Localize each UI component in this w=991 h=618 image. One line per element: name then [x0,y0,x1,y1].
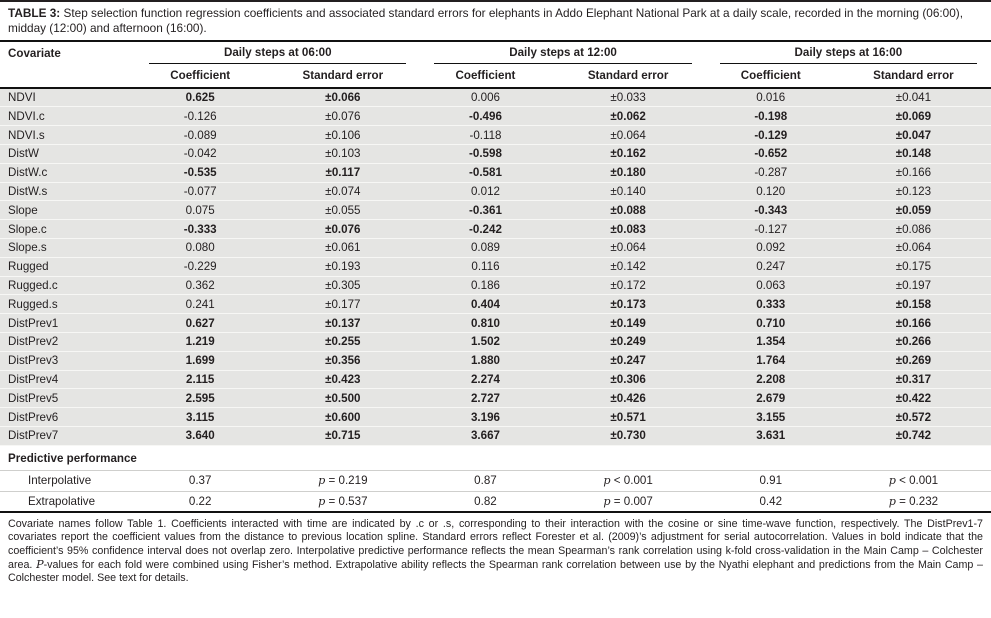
coefficient-cell: 3.667 [420,427,550,446]
coefficient-cell: -0.042 [135,145,265,164]
performance-value-cell: 0.42 [706,491,836,512]
coefficient-cell: 1.502 [420,333,550,352]
standard-error-cell: ±0.076 [265,220,420,239]
covariate-label: DistPrev4 [0,370,135,389]
performance-section [0,445,991,470]
covariate-label: DistPrev2 [0,333,135,352]
coefficient-cell: -0.581 [420,163,550,182]
standard-error-cell: ±0.083 [551,220,706,239]
coefficient-cell: -0.198 [706,107,836,126]
table-row [0,201,991,220]
standard-error-cell: ±0.193 [265,257,420,276]
coefficient-cell: -0.089 [135,126,265,145]
standard-error-cell: ±0.173 [551,295,706,314]
standard-error-cell: ±0.426 [551,389,706,408]
table-row [0,295,991,314]
p-value-cell: p = 0.232 [836,491,991,512]
coefficient-cell: 0.333 [706,295,836,314]
subheader-row [0,64,991,88]
performance-value-cell: 0.87 [420,470,550,491]
table-row [0,389,991,408]
coefficient-cell: 3.640 [135,427,265,446]
footnote-text-segment: -values for each fold were combined using Fisher’s method. Extrapolative ability reflects the Spearman rank correlation between use by the Nyathi elephant and predictions from the Main Camp – Colchester model. See text for details. [8,558,983,584]
coefficient-cell: 0.075 [135,201,265,220]
coefficient-cell: -0.598 [420,145,550,164]
standard-error-cell: ±0.177 [265,295,420,314]
standard-error-cell: ±0.041 [836,88,991,107]
standard-error-cell: ±0.423 [265,370,420,389]
regression-table [0,42,991,513]
standard-error-cell: ±0.166 [836,314,991,333]
section-header-label: Predictive performance [0,445,991,470]
standard-error-cell: ±0.600 [265,408,420,427]
coefficient-cell: 0.116 [420,257,550,276]
covariate-label: DistPrev6 [0,408,135,427]
coefficient-cell: 0.404 [420,295,550,314]
group-header-row [0,42,991,64]
table-row [0,370,991,389]
p-value-symbol: p [603,495,611,509]
coefficient-cell: 2.679 [706,389,836,408]
performance-row [0,470,991,491]
standard-error-cell: ±0.062 [551,107,706,126]
standard-error-cell: ±0.500 [265,389,420,408]
coefficient-cell: 0.092 [706,239,836,258]
coefficient-cell: 1.764 [706,351,836,370]
coefficient-cell: -0.129 [706,126,836,145]
coefficient-cell: -0.333 [135,220,265,239]
coefficient-cell: 2.115 [135,370,265,389]
coefficient-cell: -0.535 [135,163,265,182]
standard-error-cell: ±0.715 [265,427,420,446]
standard-error-column-header-0600: Standard error [265,64,420,88]
coefficient-cell: 1.699 [135,351,265,370]
coefficient-column-header-1200: Coefficient [420,64,550,88]
standard-error-cell: ±0.137 [265,314,420,333]
covariate-label: NDVI.c [0,107,135,126]
performance-body [0,470,991,512]
standard-error-cell: ±0.064 [551,239,706,258]
standard-error-cell: ±0.422 [836,389,991,408]
covariate-label: Rugged.c [0,276,135,295]
standard-error-cell: ±0.175 [836,257,991,276]
standard-error-cell: ±0.197 [836,276,991,295]
coefficient-cell: 0.089 [420,239,550,258]
standard-error-cell: ±0.172 [551,276,706,295]
standard-error-cell: ±0.742 [836,427,991,446]
standard-error-cell: ±0.162 [551,145,706,164]
table-row [0,239,991,258]
coefficient-cell: 0.241 [135,295,265,314]
performance-value-cell: 0.37 [135,470,265,491]
coefficient-cell: 3.155 [706,408,836,427]
covariate-label: DistPrev1 [0,314,135,333]
table-caption-text: Step selection function regression coefficients and associated standard errors for elephants in Addo Elephant National Park at a daily scale, recorded in the morning (06:00), midday (12:00) and afternoon (16:00). [8,6,963,35]
coefficient-cell: 0.625 [135,88,265,107]
standard-error-cell: ±0.086 [836,220,991,239]
coefficient-cell: 0.362 [135,276,265,295]
coefficient-cell: 2.274 [420,370,550,389]
standard-error-cell: ±0.269 [836,351,991,370]
table-row [0,427,991,446]
coefficient-cell: 1.219 [135,333,265,352]
standard-error-cell: ±0.266 [836,333,991,352]
covariate-label: NDVI.s [0,126,135,145]
standard-error-cell: ±0.255 [265,333,420,352]
coefficient-cell: 0.627 [135,314,265,333]
table-row [0,333,991,352]
standard-error-cell: ±0.059 [836,201,991,220]
standard-error-column-header-1600: Standard error [836,64,991,88]
performance-row [0,491,991,512]
standard-error-cell: ±0.055 [265,201,420,220]
covariate-label: NDVI [0,88,135,107]
p-value-symbol: p [603,474,611,488]
table-body [0,88,991,445]
coefficient-cell: -0.229 [135,257,265,276]
coefficient-cell: 0.006 [420,88,550,107]
covariate-column-header: Covariate [0,42,135,88]
standard-error-cell: ±0.180 [551,163,706,182]
covariate-label: Slope.s [0,239,135,258]
standard-error-cell: ±0.106 [265,126,420,145]
p-value-symbol: p [318,495,326,509]
covariate-label: DistW.c [0,163,135,182]
p-value-cell: p = 0.007 [551,491,706,512]
standard-error-cell: ±0.571 [551,408,706,427]
covariate-label: DistW [0,145,135,164]
standard-error-cell: ±0.066 [265,88,420,107]
p-value-symbol: p [318,474,326,488]
p-value-cell: p < 0.001 [836,470,991,491]
group-header-1200 [420,42,705,64]
group-header-0600 [135,42,420,64]
performance-value-cell: 0.91 [706,470,836,491]
standard-error-cell: ±0.572 [836,408,991,427]
footnote [0,513,991,588]
p-value-symbol: p [888,495,896,509]
standard-error-cell: ±0.088 [551,201,706,220]
standard-error-cell: ±0.158 [836,295,991,314]
coefficient-cell: 1.354 [706,333,836,352]
coefficient-cell: 2.595 [135,389,265,408]
coefficient-cell: 0.120 [706,182,836,201]
standard-error-cell: ±0.166 [836,163,991,182]
coefficient-cell: -0.652 [706,145,836,164]
coefficient-cell: -0.496 [420,107,550,126]
covariate-label: DistW.s [0,182,135,201]
p-value-cell: p < 0.001 [551,470,706,491]
p-value-cell: p = 0.219 [265,470,420,491]
standard-error-cell: ±0.061 [265,239,420,258]
coefficient-cell: 2.727 [420,389,550,408]
coefficient-cell: 3.115 [135,408,265,427]
table-row [0,145,991,164]
standard-error-cell: ±0.306 [551,370,706,389]
performance-value-cell: 0.22 [135,491,265,512]
table-row [0,126,991,145]
coefficient-cell: 2.208 [706,370,836,389]
group-header-0600-label: Daily steps at 06:00 [149,46,406,64]
standard-error-cell: ±0.356 [265,351,420,370]
standard-error-cell: ±0.069 [836,107,991,126]
covariate-label: Slope.c [0,220,135,239]
coefficient-cell: -0.126 [135,107,265,126]
table-row [0,220,991,239]
table-row [0,351,991,370]
standard-error-cell: ±0.140 [551,182,706,201]
table-row [0,163,991,182]
standard-error-cell: ±0.142 [551,257,706,276]
section-header-row [0,445,991,470]
coefficient-column-header-1600: Coefficient [706,64,836,88]
p-value-symbol: p [888,474,896,488]
covariate-label: Rugged.s [0,295,135,314]
standard-error-cell: ±0.247 [551,351,706,370]
covariate-label: Slope [0,201,135,220]
coefficient-cell: 0.080 [135,239,265,258]
table-caption-label: TABLE 3: [8,6,61,20]
table-row [0,182,991,201]
covariate-label: Rugged [0,257,135,276]
standard-error-cell: ±0.103 [265,145,420,164]
standard-error-cell: ±0.076 [265,107,420,126]
table-caption [0,2,991,42]
standard-error-cell: ±0.317 [836,370,991,389]
coefficient-cell: 0.710 [706,314,836,333]
coefficient-cell: 0.186 [420,276,550,295]
group-header-1600 [706,42,991,64]
standard-error-cell: ±0.033 [551,88,706,107]
performance-row-label: Extrapolative [0,491,135,512]
standard-error-cell: ±0.047 [836,126,991,145]
footnote-text-segment: Covariate names follow Table 1. Coefficients interacted with time are indicated by .c or .s, corresponding to their interaction with the cosine or sine time-wave function, respectively. The DistPrev1-7 covariates report the coefficient values from the distance to previous location spline. Standard errors reflect Forester et al. (2009)’s adjustment for serial autocorrelation. Values in bold indicate that the coefficient’s 95% confidence interval does not overlap zero. Interpolative predictive performance reflects the mean Spearman’s rank correlation using k-fold cross-validation in the Main Camp – Colchester area. [8,518,983,571]
table-row [0,314,991,333]
coefficient-cell: -0.127 [706,220,836,239]
coefficient-cell: 3.196 [420,408,550,427]
coefficient-cell: -0.242 [420,220,550,239]
p-value-cell: p = 0.537 [265,491,420,512]
coefficient-cell: -0.287 [706,163,836,182]
standard-error-cell: ±0.730 [551,427,706,446]
coefficient-cell: -0.118 [420,126,550,145]
standard-error-cell: ±0.064 [551,126,706,145]
table-row [0,408,991,427]
table-row [0,88,991,107]
performance-value-cell: 0.82 [420,491,550,512]
covariate-label: DistPrev5 [0,389,135,408]
coefficient-cell: -0.361 [420,201,550,220]
standard-error-cell: ±0.117 [265,163,420,182]
footnote-italic-segment: P [36,557,44,571]
group-header-1200-label: Daily steps at 12:00 [434,46,691,64]
coefficient-cell: -0.343 [706,201,836,220]
standard-error-cell: ±0.074 [265,182,420,201]
group-header-1600-label: Daily steps at 16:00 [720,46,977,64]
coefficient-cell: 0.810 [420,314,550,333]
coefficient-cell: 0.016 [706,88,836,107]
performance-row-label: Interpolative [0,470,135,491]
standard-error-cell: ±0.148 [836,145,991,164]
coefficient-column-header-0600: Coefficient [135,64,265,88]
standard-error-cell: ±0.305 [265,276,420,295]
covariate-label: DistPrev7 [0,427,135,446]
standard-error-cell: ±0.123 [836,182,991,201]
coefficient-cell: 3.631 [706,427,836,446]
table-header [0,42,991,88]
coefficient-cell: 0.012 [420,182,550,201]
table-row [0,257,991,276]
standard-error-cell: ±0.249 [551,333,706,352]
standard-error-cell: ±0.149 [551,314,706,333]
standard-error-cell: ±0.064 [836,239,991,258]
table-row [0,107,991,126]
coefficient-cell: -0.077 [135,182,265,201]
coefficient-cell: 1.880 [420,351,550,370]
covariate-label: DistPrev3 [0,351,135,370]
coefficient-cell: 0.247 [706,257,836,276]
standard-error-column-header-1200: Standard error [551,64,706,88]
coefficient-cell: 0.063 [706,276,836,295]
table-row [0,276,991,295]
